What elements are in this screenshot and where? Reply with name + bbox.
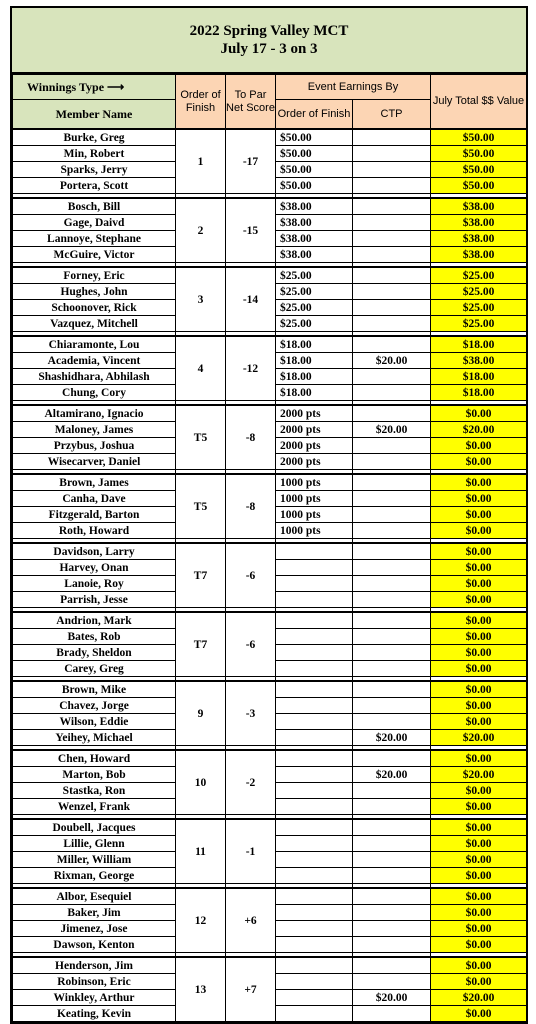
earnings-order-of-finish: [276, 714, 353, 730]
july-total-value: $25.00: [431, 300, 527, 316]
table-row: [13, 957, 527, 974]
earnings-order-of-finish: $38.00: [276, 198, 353, 215]
earnings-order-of-finish: [276, 560, 353, 576]
july-total-value: $25.00: [431, 267, 527, 284]
earnings-ctp: [353, 405, 431, 422]
earnings-order-of-finish: [276, 681, 353, 698]
earnings-ctp: [353, 507, 431, 523]
july-total-value: $0.00: [431, 661, 527, 677]
member-name: Schoonover, Rick: [13, 300, 176, 316]
order-of-finish: T7: [176, 543, 226, 608]
july-total-value: $0.00: [431, 576, 527, 592]
earnings-ctp: [353, 783, 431, 799]
earnings-order-of-finish: $50.00: [276, 162, 353, 178]
earnings-ctp: [353, 146, 431, 162]
to-par-score: -14: [226, 267, 276, 332]
member-name: Wilson, Eddie: [13, 714, 176, 730]
earnings-ctp: [353, 369, 431, 385]
earnings-ctp: [353, 645, 431, 661]
order-of-finish-header: Order of Finish: [176, 75, 226, 130]
event-earnings-header: Event Earnings By: [276, 75, 431, 100]
member-name: Winkley, Arthur: [13, 990, 176, 1006]
earnings-order-of-finish: $18.00: [276, 336, 353, 353]
member-name-header: Member Name: [13, 100, 176, 130]
member-name: Dawson, Kenton: [13, 937, 176, 953]
member-name: Keating, Kevin: [13, 1006, 176, 1022]
july-total-value: $0.00: [431, 543, 527, 560]
earnings-order-of-finish: $50.00: [276, 178, 353, 194]
earnings-ctp: [353, 1006, 431, 1022]
member-name: Fitzgerald, Barton: [13, 507, 176, 523]
july-total-value: $0.00: [431, 454, 527, 470]
earnings-order-of-finish: 1000 pts: [276, 491, 353, 507]
member-name: Henderson, Jim: [13, 957, 176, 974]
earnings-ctp: $20.00: [353, 767, 431, 783]
to-par-score: -1: [226, 819, 276, 884]
member-name: Chiaramonte, Lou: [13, 336, 176, 353]
earnings-order-of-finish: 2000 pts: [276, 405, 353, 422]
july-total-value: $50.00: [431, 162, 527, 178]
table-row: [13, 681, 527, 698]
july-total-value: $0.00: [431, 523, 527, 539]
member-name: Doubell, Jacques: [13, 819, 176, 836]
title-line-1: 2022 Spring Valley MCT: [189, 23, 349, 39]
earnings-order-of-finish: $50.00: [276, 146, 353, 162]
earnings-ctp: [353, 612, 431, 629]
july-total-value: $0.00: [431, 645, 527, 661]
earnings-order-of-finish: $50.00: [276, 129, 353, 146]
earnings-ctp: [353, 385, 431, 401]
member-name: Jimenez, Jose: [13, 921, 176, 937]
table-row: [13, 819, 527, 836]
earnings-ctp: [353, 819, 431, 836]
member-name: Stastka, Ron: [13, 783, 176, 799]
earnings-order-of-finish: $38.00: [276, 247, 353, 263]
member-name: Marton, Bob: [13, 767, 176, 783]
july-total-value: $0.00: [431, 681, 527, 698]
july-total-value: $0.00: [431, 491, 527, 507]
earnings-ctp: [353, 491, 431, 507]
order-of-finish: 10: [176, 750, 226, 815]
earnings-order-of-finish: [276, 852, 353, 868]
member-name: Lillie, Glenn: [13, 836, 176, 852]
earnings-ctp: [353, 543, 431, 560]
july-total-value: $0.00: [431, 560, 527, 576]
member-name: Burke, Greg: [13, 129, 176, 146]
july-total-value: $50.00: [431, 129, 527, 146]
earnings-order-of-finish: 2000 pts: [276, 438, 353, 454]
member-name: Bosch, Bill: [13, 198, 176, 215]
earnings-ctp: $20.00: [353, 353, 431, 369]
earnings-order-of-finish: 1000 pts: [276, 523, 353, 539]
july-total-value: $0.00: [431, 819, 527, 836]
earn-order-header: Order of Finish: [276, 100, 353, 130]
member-name: Portera, Scott: [13, 178, 176, 194]
earnings-ctp: [353, 284, 431, 300]
to-par-score: -15: [226, 198, 276, 263]
member-name: Robinson, Eric: [13, 974, 176, 990]
earnings-order-of-finish: $38.00: [276, 215, 353, 231]
july-total-value: $0.00: [431, 852, 527, 868]
order-of-finish: 2: [176, 198, 226, 263]
earnings-ctp: [353, 267, 431, 284]
july-total-value: $0.00: [431, 957, 527, 974]
earnings-ctp: [353, 799, 431, 815]
earnings-ctp: [353, 474, 431, 491]
earnings-ctp: [353, 852, 431, 868]
member-name: Davidson, Larry: [13, 543, 176, 560]
results-table: [12, 74, 527, 1022]
earnings-ctp: [353, 957, 431, 974]
earnings-order-of-finish: [276, 783, 353, 799]
member-name: Maloney, James: [13, 422, 176, 438]
arrow-right-icon: ⟶: [107, 80, 125, 94]
to-par-score: -12: [226, 336, 276, 401]
earnings-ctp: [353, 454, 431, 470]
order-of-finish: 9: [176, 681, 226, 746]
member-name: Altamirano, Ignacio: [13, 405, 176, 422]
earnings-order-of-finish: [276, 990, 353, 1006]
order-of-finish: 3: [176, 267, 226, 332]
earnings-ctp: [353, 698, 431, 714]
july-total-value: $18.00: [431, 369, 527, 385]
to-par-score: -17: [226, 129, 276, 194]
order-of-finish: 1: [176, 129, 226, 194]
earnings-ctp: [353, 162, 431, 178]
earnings-ctp: [353, 247, 431, 263]
member-name: Lanoie, Roy: [13, 576, 176, 592]
member-name: Lannoye, Stephane: [13, 231, 176, 247]
july-total-value: $20.00: [431, 730, 527, 746]
to-par-score: +7: [226, 957, 276, 1022]
july-total-value: $0.00: [431, 474, 527, 491]
earnings-order-of-finish: $25.00: [276, 284, 353, 300]
earnings-ctp: [353, 629, 431, 645]
earnings-order-of-finish: [276, 698, 353, 714]
member-name: Chung, Cory: [13, 385, 176, 401]
to-par-score: +6: [226, 888, 276, 953]
member-name: Min, Robert: [13, 146, 176, 162]
table-row: [13, 474, 527, 491]
earnings-ctp: [353, 316, 431, 332]
july-total-value: $38.00: [431, 353, 527, 369]
table-row: [13, 543, 527, 560]
earnings-ctp: [353, 592, 431, 608]
table-row: [13, 336, 527, 353]
earnings-order-of-finish: [276, 543, 353, 560]
earnings-ctp: [353, 888, 431, 905]
earnings-ctp: [353, 523, 431, 539]
to-par-score: -6: [226, 543, 276, 608]
member-name: Brown, Mike: [13, 681, 176, 698]
earnings-order-of-finish: [276, 799, 353, 815]
sheet-title: [12, 8, 526, 74]
july-total-value: $0.00: [431, 698, 527, 714]
july-total-value: $0.00: [431, 905, 527, 921]
member-name: Brown, James: [13, 474, 176, 491]
earnings-order-of-finish: [276, 592, 353, 608]
earnings-order-of-finish: [276, 905, 353, 921]
member-name: Chen, Howard: [13, 750, 176, 767]
member-name: Forney, Eric: [13, 267, 176, 284]
earnings-order-of-finish: [276, 730, 353, 746]
table-row: [13, 750, 527, 767]
july-total-value: $50.00: [431, 146, 527, 162]
member-name: Shashidhara, Abhilash: [13, 369, 176, 385]
member-name: Hughes, John: [13, 284, 176, 300]
earnings-order-of-finish: $18.00: [276, 385, 353, 401]
earnings-order-of-finish: 1000 pts: [276, 474, 353, 491]
july-total-value: $0.00: [431, 629, 527, 645]
member-name: Sparks, Jerry: [13, 162, 176, 178]
member-name: Przybus, Joshua: [13, 438, 176, 454]
table-row: [13, 129, 527, 146]
earnings-order-of-finish: [276, 819, 353, 836]
july-total-value: $0.00: [431, 750, 527, 767]
july-total-value: $20.00: [431, 767, 527, 783]
july-total-value: $0.00: [431, 507, 527, 523]
member-name: Chavez, Jorge: [13, 698, 176, 714]
earnings-ctp: [353, 905, 431, 921]
member-name: Wenzel, Frank: [13, 799, 176, 815]
earnings-ctp: [353, 336, 431, 353]
earnings-ctp: [353, 231, 431, 247]
july-total-value: $0.00: [431, 438, 527, 454]
earnings-order-of-finish: [276, 645, 353, 661]
earnings-ctp: [353, 300, 431, 316]
july-total-value: $0.00: [431, 836, 527, 852]
member-name: Baker, Jim: [13, 905, 176, 921]
member-name: Parrish, Jesse: [13, 592, 176, 608]
table-row: [13, 888, 527, 905]
earnings-order-of-finish: $25.00: [276, 316, 353, 332]
july-total-value: $0.00: [431, 714, 527, 730]
july-total-value: $38.00: [431, 215, 527, 231]
earnings-order-of-finish: $38.00: [276, 231, 353, 247]
earnings-ctp: $20.00: [353, 422, 431, 438]
earnings-order-of-finish: [276, 974, 353, 990]
july-total-value: $50.00: [431, 178, 527, 194]
order-of-finish: 13: [176, 957, 226, 1022]
earnings-order-of-finish: [276, 629, 353, 645]
earnings-order-of-finish: [276, 767, 353, 783]
order-of-finish: 12: [176, 888, 226, 953]
earnings-order-of-finish: $18.00: [276, 369, 353, 385]
earnings-order-of-finish: $25.00: [276, 300, 353, 316]
july-total-value: $0.00: [431, 888, 527, 905]
earnings-order-of-finish: [276, 868, 353, 884]
earnings-ctp: $20.00: [353, 730, 431, 746]
member-name: Vazquez, Mitchell: [13, 316, 176, 332]
july-total-value: $18.00: [431, 336, 527, 353]
earnings-order-of-finish: $18.00: [276, 353, 353, 369]
july-total-value: $0.00: [431, 974, 527, 990]
order-of-finish: T5: [176, 405, 226, 470]
earnings-ctp: [353, 178, 431, 194]
earnings-order-of-finish: [276, 576, 353, 592]
member-name: Bates, Rob: [13, 629, 176, 645]
july-total-value: $38.00: [431, 231, 527, 247]
earnings-ctp: [353, 868, 431, 884]
july-total-value: $20.00: [431, 990, 527, 1006]
earnings-order-of-finish: 2000 pts: [276, 422, 353, 438]
july-total-value: $25.00: [431, 316, 527, 332]
earnings-order-of-finish: [276, 612, 353, 629]
earn-ctp-header: CTP: [353, 100, 431, 130]
july-total-value: $25.00: [431, 284, 527, 300]
results-body: [13, 129, 527, 1022]
earnings-ctp: [353, 661, 431, 677]
member-name: McGuire, Victor: [13, 247, 176, 263]
earnings-order-of-finish: 2000 pts: [276, 454, 353, 470]
earnings-order-of-finish: 1000 pts: [276, 507, 353, 523]
to-par-header: To Par Net Score: [226, 75, 276, 130]
july-total-value: $0.00: [431, 921, 527, 937]
earnings-ctp: [353, 198, 431, 215]
earnings-ctp: [353, 438, 431, 454]
july-total-header: July Total $$ Value: [431, 75, 527, 130]
member-name: Yeihey, Michael: [13, 730, 176, 746]
member-name: Andrion, Mark: [13, 612, 176, 629]
winnings-type-header: Winnings Type ⟶: [13, 75, 176, 100]
earnings-ctp: [353, 714, 431, 730]
july-total-value: $20.00: [431, 422, 527, 438]
earnings-order-of-finish: [276, 750, 353, 767]
july-total-value: $0.00: [431, 937, 527, 953]
to-par-score: -6: [226, 612, 276, 677]
earnings-order-of-finish: [276, 888, 353, 905]
earnings-order-of-finish: [276, 921, 353, 937]
earnings-ctp: [353, 560, 431, 576]
july-total-value: $18.00: [431, 385, 527, 401]
july-total-value: $0.00: [431, 405, 527, 422]
july-total-value: $0.00: [431, 1006, 527, 1022]
title-line-2: July 17 - 3 on 3: [220, 41, 318, 57]
july-total-value: $38.00: [431, 198, 527, 215]
earnings-ctp: [353, 215, 431, 231]
earnings-order-of-finish: [276, 957, 353, 974]
to-par-score: -8: [226, 474, 276, 539]
july-total-value: $0.00: [431, 868, 527, 884]
table-row: [13, 405, 527, 422]
earnings-order-of-finish: $25.00: [276, 267, 353, 284]
earnings-ctp: [353, 937, 431, 953]
order-of-finish: T7: [176, 612, 226, 677]
member-name: Roth, Howard: [13, 523, 176, 539]
earnings-ctp: [353, 836, 431, 852]
to-par-score: -3: [226, 681, 276, 746]
earnings-order-of-finish: [276, 661, 353, 677]
member-name: Miller, William: [13, 852, 176, 868]
july-total-value: $0.00: [431, 612, 527, 629]
member-name: Albor, Esequiel: [13, 888, 176, 905]
july-total-value: $0.00: [431, 799, 527, 815]
table-row: [13, 612, 527, 629]
earnings-order-of-finish: [276, 836, 353, 852]
to-par-score: -8: [226, 405, 276, 470]
order-of-finish: 4: [176, 336, 226, 401]
results-sheet: [10, 6, 528, 1024]
order-of-finish: 11: [176, 819, 226, 884]
table-row: [13, 267, 527, 284]
member-name: Carey, Greg: [13, 661, 176, 677]
order-of-finish: T5: [176, 474, 226, 539]
july-total-value: $0.00: [431, 592, 527, 608]
member-name: Academia, Vincent: [13, 353, 176, 369]
earnings-ctp: [353, 129, 431, 146]
member-name: Harvey, Onan: [13, 560, 176, 576]
member-name: Wisecarver, Daniel: [13, 454, 176, 470]
member-name: Rixman, George: [13, 868, 176, 884]
member-name: Brady, Sheldon: [13, 645, 176, 661]
july-total-value: $0.00: [431, 783, 527, 799]
earnings-ctp: [353, 576, 431, 592]
member-name: Canha, Dave: [13, 491, 176, 507]
earnings-ctp: $20.00: [353, 990, 431, 1006]
earnings-ctp: [353, 750, 431, 767]
to-par-score: -2: [226, 750, 276, 815]
july-total-value: $38.00: [431, 247, 527, 263]
earnings-order-of-finish: [276, 1006, 353, 1022]
table-row: [13, 198, 527, 215]
earnings-ctp: [353, 681, 431, 698]
earnings-ctp: [353, 974, 431, 990]
earnings-order-of-finish: [276, 937, 353, 953]
member-name: Gage, Daivd: [13, 215, 176, 231]
earnings-ctp: [353, 921, 431, 937]
